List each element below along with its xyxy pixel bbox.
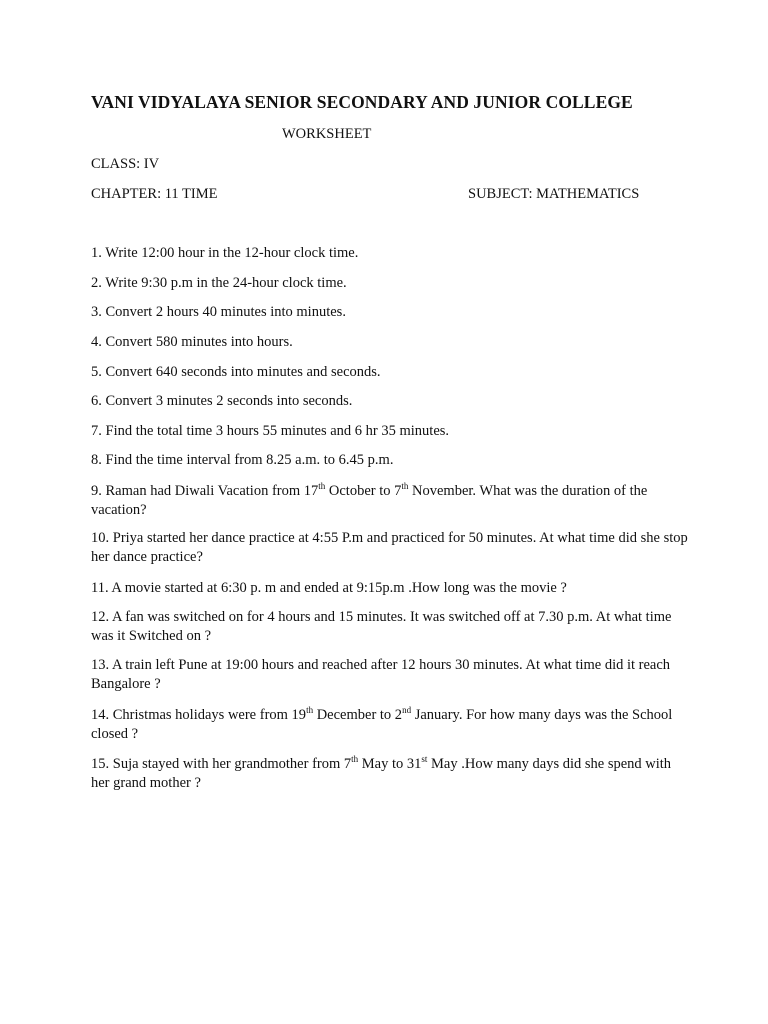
question-text: December to 2 (313, 707, 403, 723)
question-7 (91, 422, 691, 441)
ordinal-suffix: th (318, 481, 326, 492)
question-text: 8. Find the time interval from 8.25 a.m. to 6.45 p.m. (91, 452, 394, 468)
school-name: VANI VIDYALAYA SENIOR SECONDARY AND JUNIOR COLLEGE (91, 92, 633, 112)
question-11 (91, 579, 691, 598)
question-12 (91, 608, 691, 646)
question-text: 11. A movie started at 6:30 p. m and ended at 9:15p.m .How long was the movie ? (91, 580, 567, 596)
ordinal-suffix: th (306, 705, 314, 716)
question-text: 9. Raman had Diwali Vacation from 17 (91, 483, 319, 499)
question-text: 10. Priya started her dance practice at 4:55 P.m and practiced for 50 minutes. At what time did she stop her dance practice? (91, 530, 688, 565)
question-text: May .How many days did she spend with her grand mother ? (91, 756, 672, 791)
question-1 (91, 244, 691, 263)
question-3 (91, 303, 691, 322)
question-15 (91, 755, 691, 793)
question-text: 4. Convert 580 minutes into hours. (91, 334, 293, 350)
question-text: May to 31 (358, 756, 422, 772)
question-text: 3. Convert 2 hours 40 minutes into minutes. (91, 304, 346, 320)
question-13 (91, 656, 691, 694)
question-text: October to 7 (325, 483, 402, 499)
chapter-label: CHAPTER: 11 TIME (91, 186, 218, 202)
question-2 (91, 274, 691, 293)
question-5 (91, 363, 691, 382)
question-text: 14. Christmas holidays were from 19 (91, 707, 307, 723)
ordinal-suffix: th (351, 754, 359, 765)
question-text: 7. Find the total time 3 hours 55 minutes and 6 hr 35 minutes. (91, 423, 450, 439)
question-9 (91, 482, 691, 520)
ordinal-suffix: th (401, 481, 409, 492)
class-label: CLASS: IV (91, 156, 160, 172)
ordinal-suffix: nd (402, 705, 412, 716)
question-text: November. What was the duration of the vacation? (91, 483, 648, 518)
question-text: 13. A train left Pune at 19:00 hours and reached after 12 hours 30 minutes. At what time did it reach Bangalore ? (91, 657, 671, 692)
question-text: January. For how many days was the School closed ? (91, 707, 673, 742)
question-14 (91, 706, 691, 744)
question-10 (91, 529, 691, 567)
ordinal-suffix: st (421, 754, 428, 765)
question-text: 12. A fan was switched on for 4 hours and 15 minutes. It was switched off at 7.30 p.m. At what time was it Switched on ? (91, 609, 672, 644)
document-type: WORKSHEET (282, 126, 372, 142)
question-4 (91, 333, 691, 352)
question-text: 2. Write 9:30 p.m in the 24-hour clock time. (91, 275, 347, 291)
question-text: 1. Write 12:00 hour in the 12-hour clock time. (91, 245, 359, 261)
question-8 (91, 451, 691, 470)
question-text: 15. Suja stayed with her grandmother from 7 (91, 756, 352, 772)
question-6 (91, 392, 691, 411)
question-text: 5. Convert 640 seconds into minutes and seconds. (91, 364, 381, 380)
subject-label: SUBJECT: MATHEMATICS (468, 186, 640, 202)
question-text: 6. Convert 3 minutes 2 seconds into seconds. (91, 393, 353, 409)
